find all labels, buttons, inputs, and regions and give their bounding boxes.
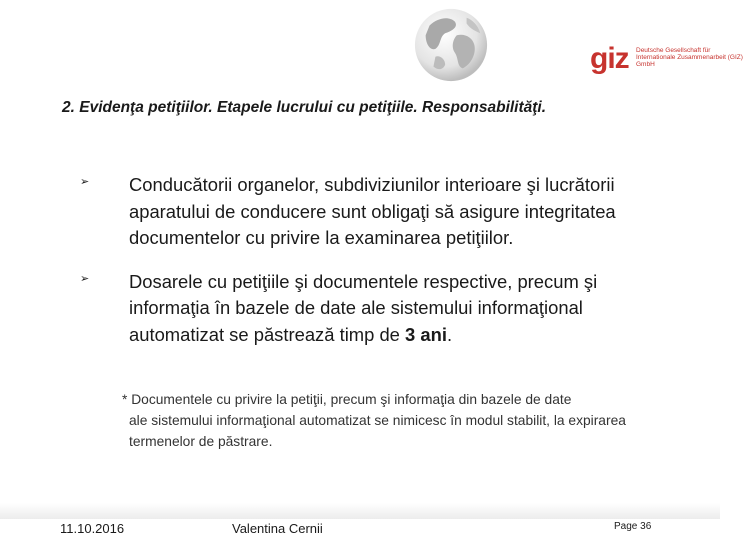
arrow-bullet-icon: ➢ xyxy=(80,272,90,285)
bullet-text: Conducătorii organelor, subdiviziunilor interioare şi lucrătorii aparatului de conducere sunt obligaţi să asigure integritatea documentelor cu privire la examinarea petiţiilor. xyxy=(129,174,616,248)
bullet-text xyxy=(129,269,680,349)
giz-logo-mark: giz xyxy=(590,42,629,75)
bullet-text-end: . xyxy=(446,323,453,345)
footnote-line: ale sistemului informaţional automatizat se nimicesc în modul stabilit, la expirarea termenelor de păstrare. xyxy=(129,413,626,449)
bullet-item xyxy=(80,269,680,349)
bullet-text-emphasis: 3 ani xyxy=(405,323,447,345)
footer-band xyxy=(0,503,720,519)
globe-icon xyxy=(412,6,490,84)
bullet-list xyxy=(80,172,680,365)
giz-logo-text: Deutsche Gesellschaft für Internationale Zusammenarbeit (GIZ) GmbH xyxy=(636,47,743,68)
footnote xyxy=(122,389,662,452)
footnote-line: * Documentele cu privire la petiţii, precum şi informaţia din bazele de date xyxy=(122,392,572,407)
footer-author: Valentina Cernii xyxy=(232,521,323,536)
bullet-text-main: Dosarele cu petiţiile şi documentele respective, precum şi informaţia în bazele de date ale sistemului informaţional automatizat se păstrează timp de xyxy=(129,270,598,345)
arrow-bullet-icon: ➢ xyxy=(80,176,90,188)
bullet-item xyxy=(80,172,680,252)
page-number: Page 36 xyxy=(614,521,652,532)
slide-heading: 2. Evidenţa petiţiilor. Etapele lucrului cu petiţiile. Responsabilităţi. xyxy=(62,99,547,116)
footer-date: 11.10.2016 xyxy=(60,521,125,536)
